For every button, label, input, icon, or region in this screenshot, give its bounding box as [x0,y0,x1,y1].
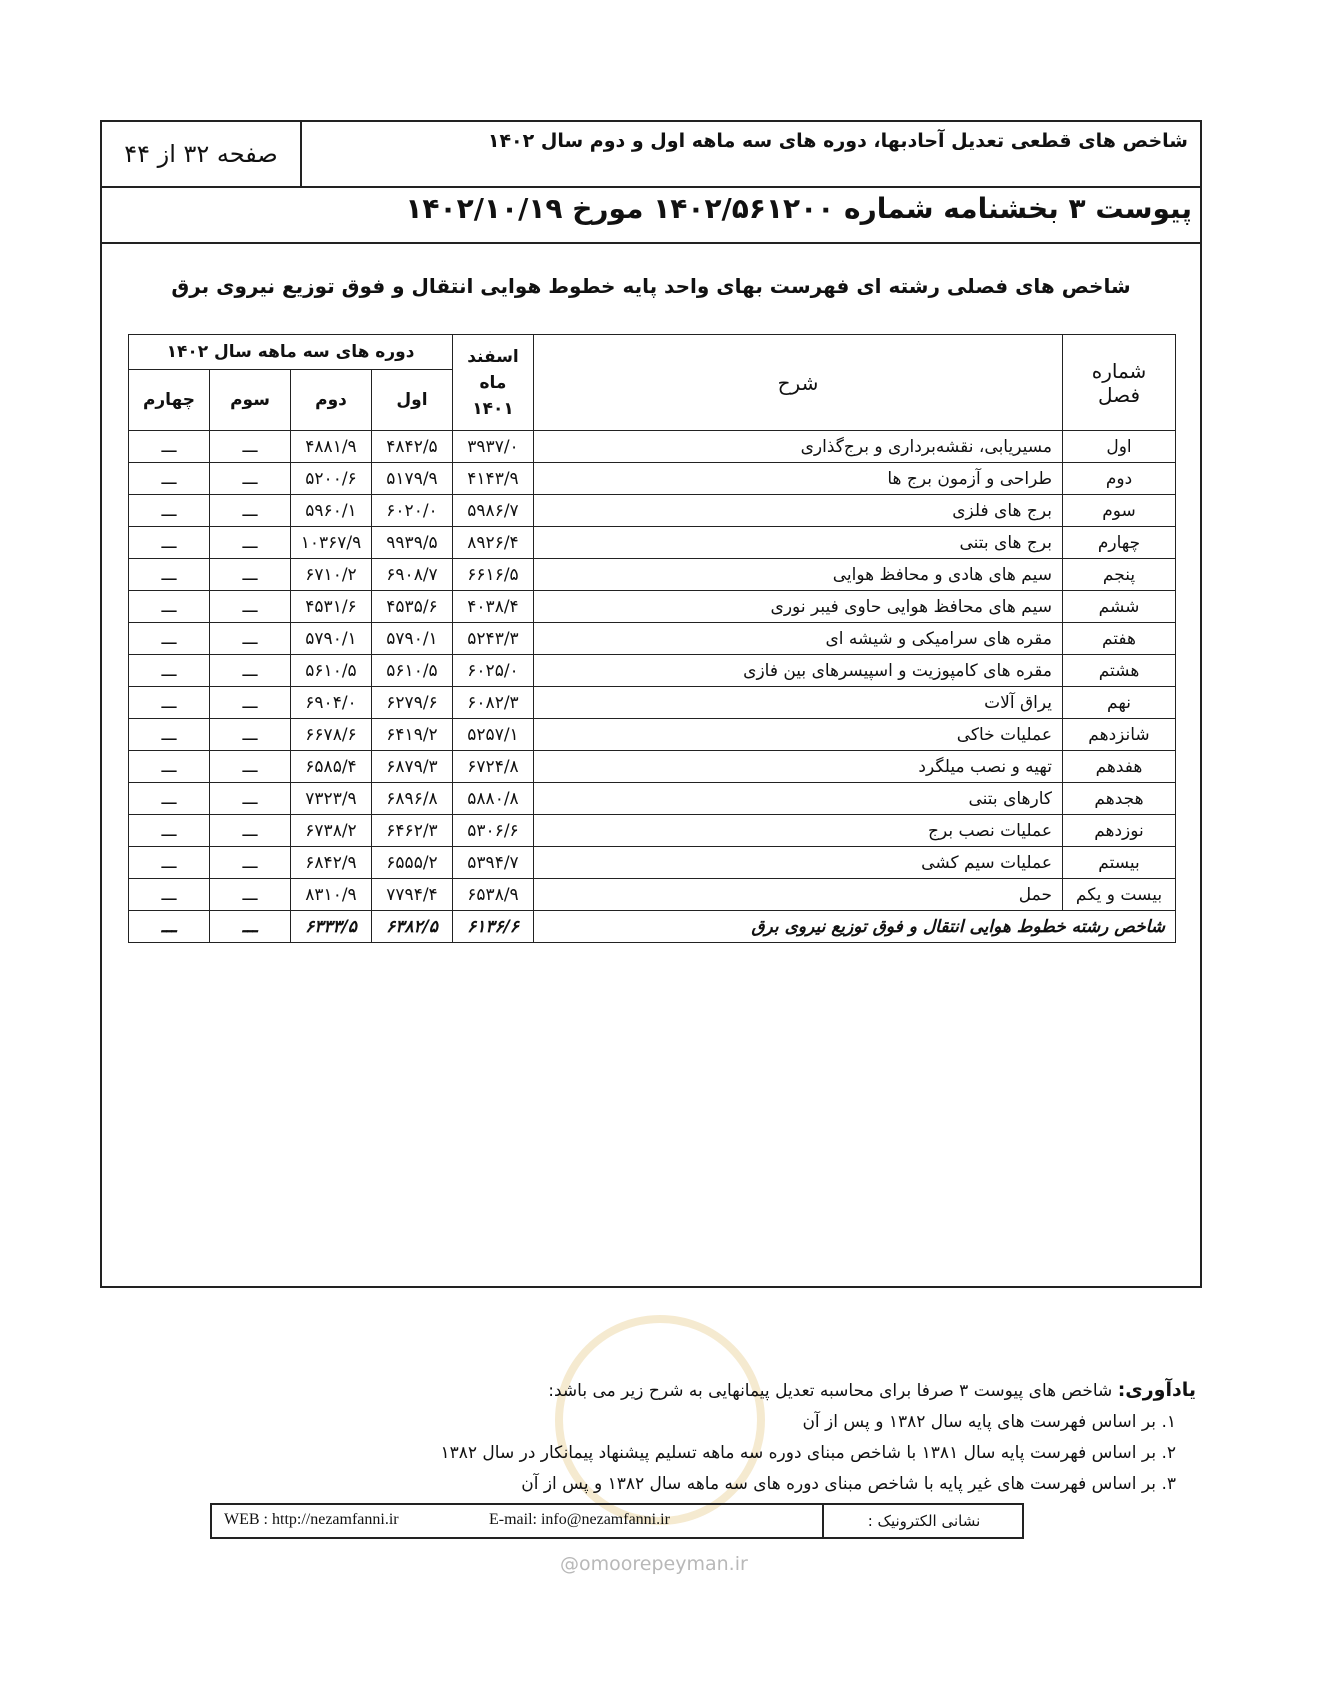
col-header-description: شرح [534,335,1063,431]
table-row [129,687,1176,719]
cell-base: ۵۲۵۷/۱ [453,719,534,751]
cell-q2: ۵۲۰۰/۶ [291,463,372,495]
cell-q4: ـــ [129,751,210,783]
cell-base: ۶۰۲۵/۰ [453,655,534,687]
cell-description: یراق آلات [534,687,1063,719]
cell-q1: ۶۴۱۹/۲ [372,719,453,751]
cell-description: حمل [534,879,1063,911]
cell-q1: ۶۲۷۹/۶ [372,687,453,719]
table-row [129,655,1176,687]
contact-label: نشانی الکترونیک : [822,1505,1024,1537]
cell-q4: ـــ [129,847,210,879]
table-row [129,559,1176,591]
cell-number: چهارم [1063,527,1176,559]
cell-q4: ـــ [129,719,210,751]
cell-q4: ـــ [129,687,210,719]
cell-number: پنجم [1063,559,1176,591]
cell-number: هفتم [1063,623,1176,655]
cell-description: مقره های کامپوزیت و اسپیسرهای بین فازی [534,655,1063,687]
cell-q2: ۴۸۸۱/۹ [291,431,372,463]
cell-base: ۵۳۰۶/۶ [453,815,534,847]
cell-base: ۶۰۸۲/۳ [453,687,534,719]
cell-description: سیم های محافظ هوایی حاوی فیبر نوری [534,591,1063,623]
cell-q4: ـــ [129,591,210,623]
notes-title: یادآوری: [1117,1379,1196,1401]
cell-q4: ـــ [129,783,210,815]
col-header-q2: دوم [291,370,372,431]
cell-q1: ۵۱۷۹/۹ [372,463,453,495]
cell-number: سوم [1063,495,1176,527]
cell-base: ۶۵۳۸/۹ [453,879,534,911]
cell-q1: ۶۴۶۲/۳ [372,815,453,847]
cell-q2: ۵۷۹۰/۱ [291,623,372,655]
cell-number: نهم [1063,687,1176,719]
cell-q3: ـــ [210,879,291,911]
cell-q2: ۵۶۱۰/۵ [291,655,372,687]
total-q4: ـــ [129,911,210,943]
total-q2: ۶۳۳۳/۵ [291,911,372,943]
cell-description: سیم های هادی و محافظ هوایی [534,559,1063,591]
col-header-base: اسفند ماه ۱۴۰۱ [453,335,534,431]
cell-q4: ـــ [129,463,210,495]
table-row [129,591,1176,623]
cell-q4: ـــ [129,495,210,527]
cell-q1: ۴۵۳۵/۶ [372,591,453,623]
cell-q3: ـــ [210,847,291,879]
cell-base: ۴۰۳۸/۴ [453,591,534,623]
table-title: شاخص های فصلی رشته ای فهرست بهای واحد پایه خطوط هوایی انتقال و فوق توزیع نیروی برق [171,274,1131,298]
total-base: ۶۱۳۶/۶ [453,911,534,943]
table-total-row [129,911,1176,943]
table-row [129,623,1176,655]
cell-q1: ۵۷۹۰/۱ [372,623,453,655]
cell-q3: ـــ [210,495,291,527]
note-item: ۱. بر اساس فهرست های پایه سال ۱۳۸۲ و پس از آن [802,1412,1176,1432]
cell-description: عملیات سیم کشی [534,847,1063,879]
cell-q1: ۴۸۴۲/۵ [372,431,453,463]
cell-description: مسیریابی، نقشه‌برداری و برج‌گذاری [534,431,1063,463]
cell-q3: ـــ [210,527,291,559]
website-link[interactable]: WEB : http://nezamfanni.ir [224,1511,399,1528]
cell-number: هجدهم [1063,783,1176,815]
cell-base: ۴۱۴۳/۹ [453,463,534,495]
cell-q1: ۷۷۹۴/۴ [372,879,453,911]
cell-number: هشتم [1063,655,1176,687]
cell-q1: ۶۸۹۶/۸ [372,783,453,815]
cell-description: عملیات نصب برج [534,815,1063,847]
cell-q3: ـــ [210,431,291,463]
cell-q3: ـــ [210,655,291,687]
cell-number: شانزدهم [1063,719,1176,751]
circular-row [102,186,1200,244]
cell-number: ششم [1063,591,1176,623]
circular-reference: پیوست ۳ بخشنامه شماره ۱۴۰۲/۵۶۱۲۰۰ مورخ ۱۴۰۲/۱۰/۱۹ [405,192,1192,225]
cell-base: ۵۹۸۶/۷ [453,495,534,527]
document-title: شاخص های قطعی تعدیل آحادبها، دوره های سه ماهه اول و دوم سال ۱۴۰۲ [487,130,1188,152]
col-header-quarters-group: دوره های سه ماهه سال ۱۴۰۲ [129,335,453,370]
cell-q1: ۶۹۰۸/۷ [372,559,453,591]
cell-q4: ـــ [129,527,210,559]
cell-number: دوم [1063,463,1176,495]
cell-q3: ـــ [210,591,291,623]
note-item: ۲. بر اساس فهرست پایه سال ۱۳۸۱ با شاخص مبنای دوره سه ماهه تسلیم پیشنهاد پیمانکار در سال ۱۳۸۲ [440,1443,1176,1463]
cell-q4: ـــ [129,431,210,463]
cell-q2: ۶۷۳۸/۲ [291,815,372,847]
cell-description: تهیه و نصب میلگرد [534,751,1063,783]
col-header-number: شماره فصل [1063,335,1176,431]
cell-q1: ۶۰۲۰/۰ [372,495,453,527]
watermark-text: @omoorepeyman.ir [560,1553,748,1575]
cell-description: کارهای بتنی [534,783,1063,815]
cell-q3: ـــ [210,719,291,751]
cell-q4: ـــ [129,815,210,847]
document-frame [100,120,1202,1288]
index-table [128,334,1176,943]
cell-q2: ۶۵۸۵/۴ [291,751,372,783]
cell-q1: ۶۵۵۵/۲ [372,847,453,879]
cell-q4: ـــ [129,623,210,655]
cell-description: طراحی و آزمون برج ها [534,463,1063,495]
cell-number: بیست و یکم [1063,879,1176,911]
total-description: شاخص رشته خطوط هوایی انتقال و فوق توزیع نیروی برق [534,911,1176,943]
notes-section [441,1375,1197,1500]
col-header-q4: چهارم [129,370,210,431]
cell-number: بیستم [1063,847,1176,879]
cell-q2: ۵۹۶۰/۱ [291,495,372,527]
notes-intro-line [441,1375,1197,1407]
table-row [129,783,1176,815]
cell-q3: ـــ [210,559,291,591]
page-number: صفحه ۳۲ از ۴۴ [102,122,302,186]
cell-q2: ۸۳۱۰/۹ [291,879,372,911]
table-row [129,495,1176,527]
cell-q4: ـــ [129,879,210,911]
cell-base: ۶۶۱۶/۵ [453,559,534,591]
table-row [129,431,1176,463]
email-link[interactable]: E-mail: info@nezamfanni.ir [489,1511,670,1528]
cell-q4: ـــ [129,655,210,687]
cell-base: ۶۷۲۴/۸ [453,751,534,783]
cell-q3: ـــ [210,463,291,495]
cell-number: هفدهم [1063,751,1176,783]
table-row [129,751,1176,783]
cell-base: ۸۹۲۶/۴ [453,527,534,559]
cell-q3: ـــ [210,687,291,719]
cell-q1: ۵۶۱۰/۵ [372,655,453,687]
contact-box [210,1503,1024,1539]
cell-q1: ۶۸۷۹/۳ [372,751,453,783]
cell-q3: ـــ [210,623,291,655]
header-row [102,122,1200,188]
table-row [129,879,1176,911]
table-row [129,847,1176,879]
table-row [129,527,1176,559]
cell-description: برج های فلزی [534,495,1063,527]
note-item: ۳. بر اساس فهرست های غیر پایه با شاخص مبنای دوره های سه ماهه سال ۱۳۸۲ و پس از آن [521,1474,1176,1494]
cell-base: ۵۳۹۴/۷ [453,847,534,879]
cell-q1: ۹۹۳۹/۵ [372,527,453,559]
cell-description: برج های بتنی [534,527,1063,559]
cell-q2: ۴۵۳۱/۶ [291,591,372,623]
cell-base: ۵۲۴۳/۳ [453,623,534,655]
cell-base: ۵۸۸۰/۸ [453,783,534,815]
cell-number: اول [1063,431,1176,463]
total-q3: ـــ [210,911,291,943]
cell-q3: ـــ [210,815,291,847]
cell-q2: ۶۷۱۰/۲ [291,559,372,591]
cell-q2: ۱۰۳۶۷/۹ [291,527,372,559]
cell-number: نوزدهم [1063,815,1176,847]
cell-q3: ـــ [210,751,291,783]
cell-q4: ـــ [129,559,210,591]
cell-q2: ۶۹۰۴/۰ [291,687,372,719]
cell-q2: ۷۳۲۳/۹ [291,783,372,815]
table-body [129,431,1176,943]
table-row [129,815,1176,847]
col-header-q3: سوم [210,370,291,431]
cell-description: عملیات خاکی [534,719,1063,751]
cell-q2: ۶۶۷۸/۶ [291,719,372,751]
total-q1: ۶۳۸۲/۵ [372,911,453,943]
cell-base: ۳۹۳۷/۰ [453,431,534,463]
cell-q3: ـــ [210,783,291,815]
cell-description: مقره های سرامیکی و شیشه ای [534,623,1063,655]
cell-q2: ۶۸۴۲/۹ [291,847,372,879]
table-row [129,463,1176,495]
table-row [129,719,1176,751]
col-header-q1: اول [372,370,453,431]
notes-intro: شاخص های پیوست ۳ صرفا برای محاسبه تعدیل پیمانهایی به شرح زیر می باشد: [548,1381,1118,1401]
